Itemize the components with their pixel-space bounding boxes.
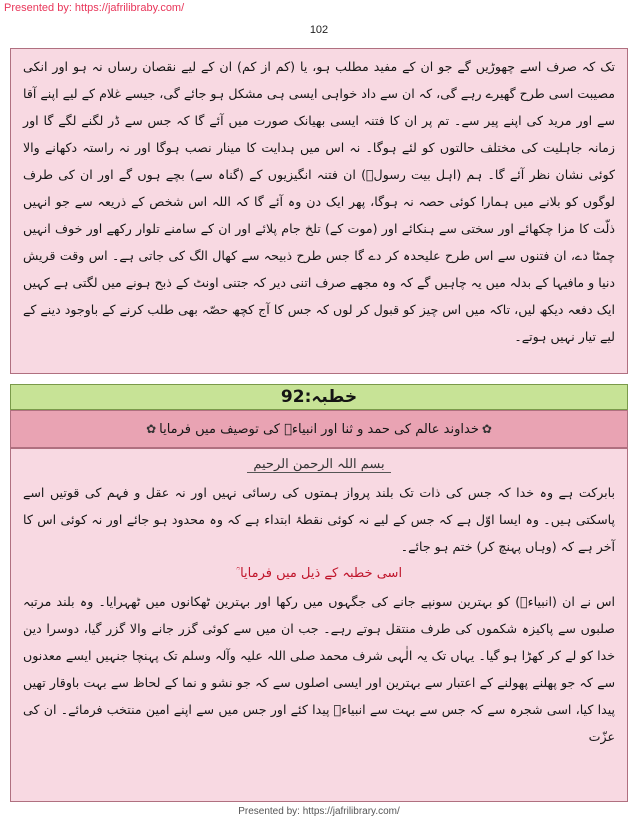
watermark-top: Presented by: https://jafrilibraby.com/: [4, 2, 185, 14]
sermon-number-bar: [10, 384, 628, 410]
bismillah-calligraphy: بسم اللہ الرحمن الرحیم: [11, 457, 627, 473]
paragraph: بابرکت ہے وہ خدا کہ جس کی ذات تک بلند پرواز ہمتوں کی رسائی نہیں اور نہ عقل و فہم کی قوتیں اسے پاسکتی ہیں۔ وہ ایسا اوّل ہے کہ جس کے لیے نہ کوئی نقطۂ ابتداء ہے کہ وہ محدود ہو جائے اور نہ کوئی اس کا آخر ہے کہ (وہاں پہنچ کر) ختم ہو جائے۔: [23, 485, 615, 554]
sermon-separator: :: [304, 387, 312, 407]
watermark-bottom: Presented by: https://jafrilibrary.com/: [238, 806, 400, 817]
paragraph: تک کہ صرف اسے چھوڑیں گے جو ان کے مفید مطلب ہو، یا (کم از کم) ان کے لیے نقصان رساں نہ ہو اور انکی مصیبت اسی طرح گھیرے رہے گی، کہ ان سے داد خواہی ایسی ہی مشکل ہو جائے گی، جیسے غلام کے لیے اپنے آقا سے اور مرید کی اپنے پیر سے۔ تم پر ان کا فتنہ ایسی بھیانک صورت میں آئے گا کہ جس سے ڈر لگنے لگے گا اور زمانہ جاہلیت کی مختلف حالتوں کو لئے ہوگا۔ نہ اس میں ہدایت کا مینار نصب ہوگا اور نہ راستہ دکھانے والا کوئی نشان نظر آئے گا۔ ہم (اہل بیت رسولؐ) ان فتنہ انگیزیوں کے (گناہ سے) بچے ہوں گے اور ان کی طرف لوگوں کو بلانے میں ہمارا کوئی حصہ نہ ہوگا، پھر ایک دن وہ آئے گا کہ اللہ اس شخص کے ذریعہ سے جو انہیں ذلّت کا مزا چکھائے اور سختی سے ہنکائے اور (موت کے) تلخ جام پلائے اور ان کے سامنے تلوار رکھے اور خوف انہیں چمٹا دے، ان فتنوں سے اس طرح علیحدہ کر دے گا جس طرح ذبیحہ سے کھال الگ کی جاتی ہے۔ اس وقت قریش دنیا و مافیہا کے بدلہ میں یہ چاہیں گے کہ وہ مجھے صرف اتنی دیر کہ جتنی اونٹ کے ذبح ہونے میں لگتی ہے کہیں ایک دفعہ دیکھ لیں، تاکہ میں اس چیز کو قبول کر لوں کہ جس کا آج کچھ حصّہ بھی طلب کرنے کے باوجود دینے کے لیے تیار نہیں ہوتے۔: [23, 59, 615, 344]
page-number: 102: [309, 24, 329, 36]
sermon-number: 92: [280, 387, 305, 407]
paragraph: اس نے ان (انبیاءؑ) کو بہترین سونپے جانے کی جگہوں میں رکھا اور بہترین ٹھکانوں میں ٹھہرایا۔ وہ بلند مرتبہ صلبوں سے پاکیزہ شکموں کی طرف منتقل ہوتے رہے۔ جب ان میں سے کوئی گزر جانے والا گزر گیا، دوسرا دین خدا کو لے کر کھڑا ہو گیا۔ یہاں تک یہ الٰہی شرف محمد صلی اللہ علیہ وآلہ وسلم تک پہنچا جنہیں ایسے معدنوں سے کہ جو پھلنے پھولنے کے اعتبار سے بہترین اور ایسی اصلوں سے کہ جو نشو و نما کے لحاظ سے بہت باوقار تھیں پیدا کیا، اسی شجرہ سے کہ جس سے بہت سے انبیاءؑ پیدا کئے اور جس میں سے اپنے امین منتخب فرمائے۔ ان کی عزّت: [23, 594, 615, 744]
sub-heading: اسی خطبہ کے ذیل میں فرمایا: [240, 566, 403, 581]
flower-ornament-icon: ✿: [146, 422, 157, 436]
sermon-title: خداوند عالم کی حمد و ثنا اور انبیاءؑ کی توصیف میں فرمایا: [159, 422, 479, 437]
sermon-title-bar: [10, 410, 628, 448]
text-block-sermon-92: [10, 448, 628, 802]
flower-ornament-icon: ✿: [481, 422, 492, 436]
sermon-label: خطبہ: [311, 387, 358, 407]
text-block-previous-sermon: [10, 48, 628, 374]
